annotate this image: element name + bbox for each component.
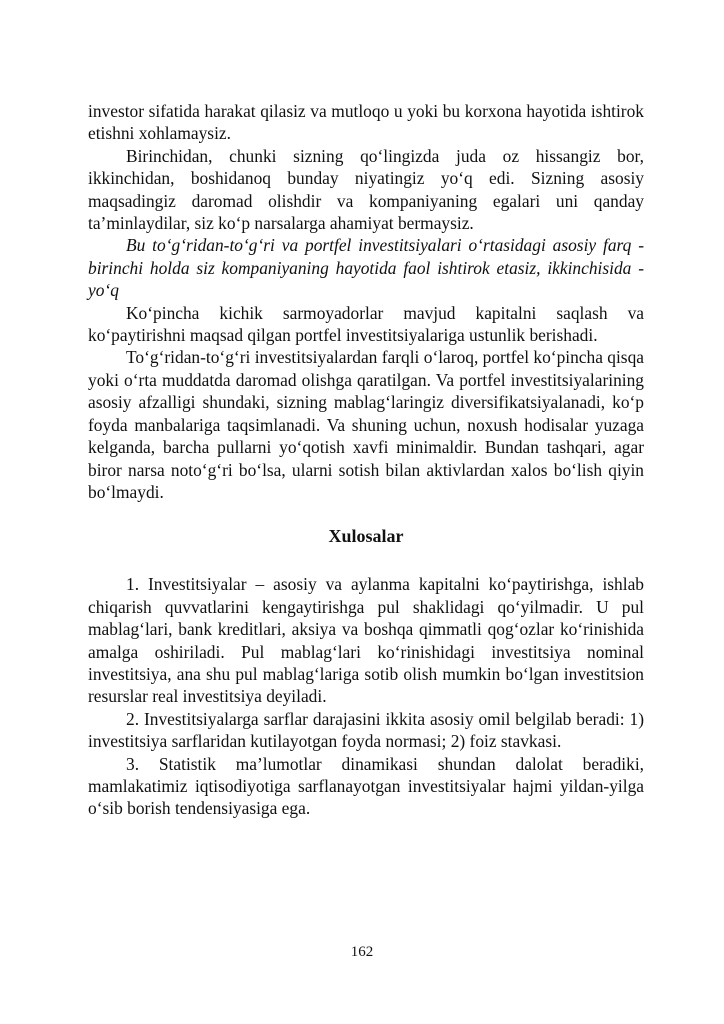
paragraph-portfolio-advantages: To‘g‘ridan-to‘g‘ri investitsiyalardan farqli o‘laroq, portfel ko‘pincha qisqa yoki o‘rta muddatda daromad olishga qaratilgan. Va portfel investitsiyalarining asosiy afzalligi shundaki, sizning mablag‘laringiz diversifikatsiyalanadi, ko‘p foyda manbalariga taqsimlanadi. Va shuning uchun, noxush hodisalar yuzaga kelganda, barcha pullarni yo‘qotish xavfi minimaldir. Bundan tashqari, agar biror narsa noto‘g‘ri bo‘lsa, ularni sotish bilan aktivlardan xalos bo‘lish qiyin bo‘lmaydi.	[88, 347, 644, 502]
page-number: 162	[350, 944, 374, 960]
paragraph-continuation: investor sifatida harakat qilasiz va mutloqo u yoki bu korxona hayotida ishtirok etishni xohlamaysiz.	[88, 101, 644, 144]
conclusion-item-3: 3. Statistik ma’lumotlar dinamikasi shundan dalolat beradiki, mamlakatimiz iqtisodiyotiga sarflanayotgan investitsiyalar hajmi yildan-yilga o‘sib borish tendensiyasiga ega.	[88, 753, 644, 819]
paragraph-small-investors: Ko‘pincha kichik sarmoyadorlar mavjud kapitalni saqlash va ko‘paytirishni maqsad qilgan portfel investitsiyalariga ustunlik berishadi.	[88, 302, 644, 346]
section-heading: Xulosalar	[328, 526, 404, 547]
conclusion-item-2: 2. Investitsiyalarga sarflar darajasini ikkita asosiy omil belgilab beradi: 1) investitsiya sarflaridan kutilayotgan foyda normasi; 2) foiz stavkasi.	[88, 708, 644, 752]
paragraph-key-difference: Bu to‘g‘ridan-to‘g‘ri va portfel investitsiyalari o‘rtasidagi asosiy farq - birinchi holda siz kompaniyaning hayotida faol ishtirok etasiz, ikkinchisida - yo‘q	[88, 235, 644, 301]
page-body	[88, 100, 644, 820]
paragraph-first-reason: Birinchidan, chunki sizning qo‘lingizda juda oz hissangiz bor, ikkinchidan, boshidanoq bunday niyatingiz yo‘q edi. Sizning asosiy maqsadingiz daromad olishdir va kompaniyaning egalari uni qanday ta’minlaydilar, siz ko‘p narsalarga ahamiyat bermaysiz.	[88, 145, 644, 234]
conclusion-item-1: 1. Investitsiyalar – asosiy va aylanma kapitalni ko‘paytirishga, ishlab chiqarish quvvatlarini kengaytirishga pul shaklidagi qo‘yilmadir. U pul mablag‘lari, bank kreditlari, aksiya va boshqa qimmatli qog‘ozlar ko‘rinishida amalga oshiriladi. Pul mablag‘lari ko‘rinishidagi investitsiya nominal investitsiya, ana shu pul mablag‘lariga sotib olish mumkin bo‘lgan investitsion resurslar real investitsiya deyiladi.	[88, 574, 644, 707]
